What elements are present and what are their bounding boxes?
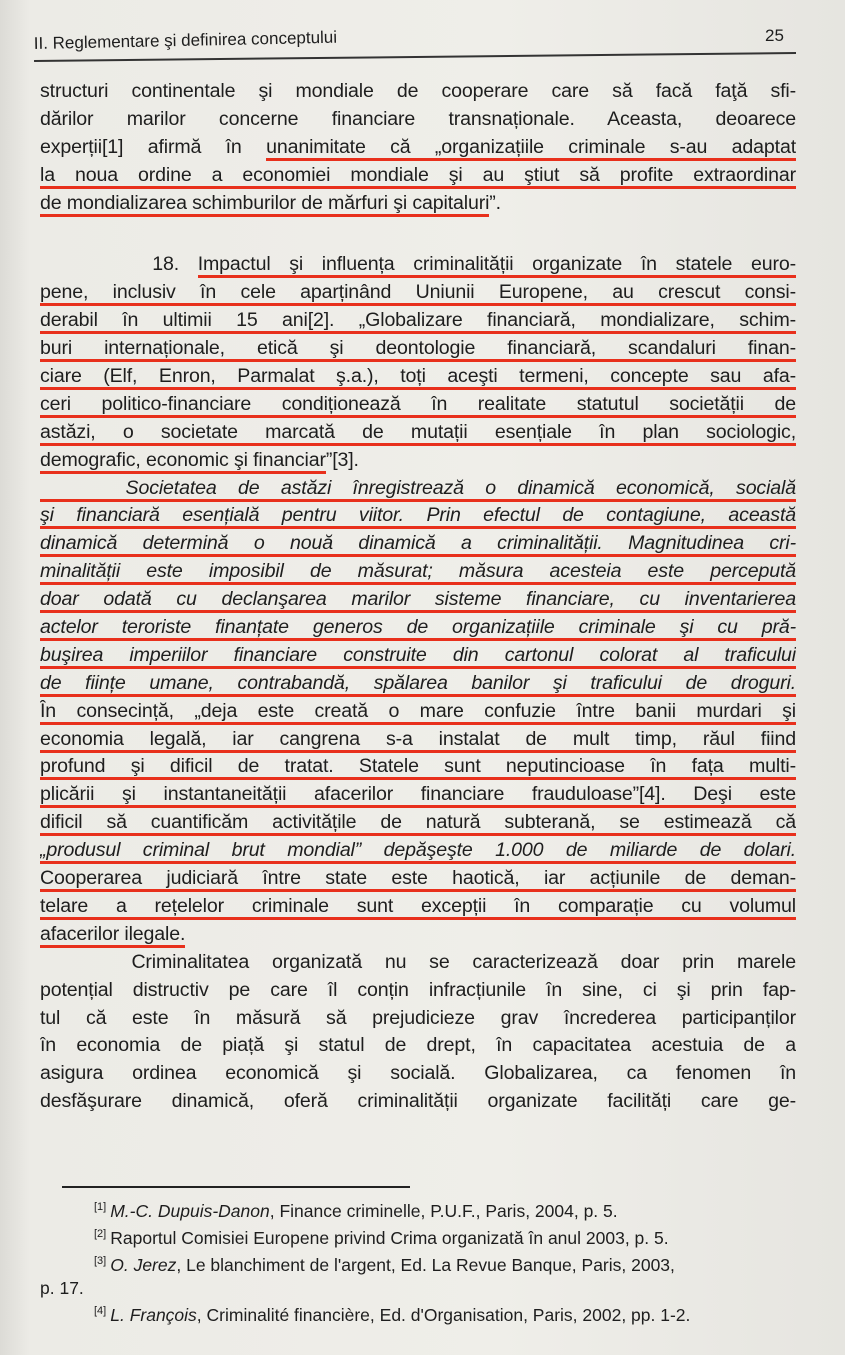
underlined-text: şi financiară esențială pentru viitor. Prin efectul de contagiune, această [40,504,796,529]
paragraph-gap [40,217,796,251]
underlined-text: astăzi, o societate marcată de mutații esențiale în plan sociologic, [40,421,796,446]
text-line [40,502,796,530]
text-line [40,698,796,726]
text-line [40,419,796,447]
footnote-text: , Le blanchiment de l'argent, Ed. La Revue Banque, Paris, 2003, [176,1255,675,1275]
footnote-number: [1] [94,1201,107,1213]
underlined-text: ceri politico-financiare condiționează în realitate statutul societății de [40,393,796,418]
text-segment: în economia de piață şi statul de drept, în capacitatea acestuia de a [40,1034,796,1057]
text-line [40,134,796,162]
underlined-text: de ființe umane, contrabandă, spălarea banilor şi traficului de droguri. [40,672,796,697]
text-line [40,307,796,335]
footnote [40,1300,810,1327]
footnote-author: O. Jerez [110,1255,177,1275]
footnote [40,1277,810,1300]
underlined-text: minalității este imposibil de măsurat; măsura acesteia este percepută [40,560,796,585]
underlined-text: Societatea de astăzi înregistrează o dinamică economică, socială [40,477,796,502]
text-line [40,1088,796,1116]
underlined-text: buri internaționale, etică şi deontologie financiară, scandaluri finan- [40,337,796,362]
underlined-text: unanimitate că „organizațiile criminale s-au adaptat [266,136,796,161]
text-line [40,363,796,391]
underlined-text: ciare (Elf, Enron, Parmalat ş.a.), toți aceşti termeni, concepte sau afa- [40,365,796,390]
body-text [40,78,796,1116]
text-line [40,475,796,503]
text-line [40,865,796,893]
text-line [40,809,796,837]
footnote-text: Raportul Comisiei Europene privind Crima organizată în anul 2003, p. 5. [110,1228,669,1248]
underlined-text: derabil în ultimii 15 ani[2]. „Globalizare financiară, mondializare, schim- [40,309,796,334]
underlined-text: dinamică determină o nouă dinamică a criminalității. Magnitudinea cri- [40,532,796,557]
text-line [40,977,796,1005]
footnote-separator [62,1186,410,1188]
footnote [40,1223,810,1250]
text-segment: potențial distructiv pe care îl conțin infracțiunile în sine, ci şi prin fap- [40,978,796,1001]
text-segment: desfăşurare dinamică, oferă criminalității organizate facilități care ge- [40,1090,796,1113]
text-line [40,753,796,781]
footnote-text: p. 17. [40,1278,84,1298]
text-line [40,106,796,134]
text-line [40,190,796,218]
underlined-text: demografic, economic şi financiar [40,449,326,474]
underlined-text: Cooperarea judiciară între state este haotică, iar acțiunile de deman- [40,867,796,892]
text-line [40,837,796,865]
text-segment: 18. [40,253,198,276]
text-line [40,391,796,419]
underlined-text: profund şi dificil de tratat. Statele sunt neputincioase în fața multi- [40,755,796,780]
text-segment: ”. [489,191,501,214]
underlined-text: În consecință, „deja este creată o mare confuzie între banii murdari şi [40,700,796,725]
text-line [40,949,796,977]
underlined-text: de mondializarea schimburilor de mărfuri şi capitaluri [40,192,489,217]
text-line [40,1060,796,1088]
text-line [40,558,796,586]
text-line [40,1032,796,1060]
underlined-text: la noua ordine a economiei mondiale şi au ştiut să profite extraordinar [40,164,796,189]
text-segment: structuri continentale şi mondiale de cooperare care să facă faţă sfi- [40,80,796,102]
underlined-text: doar odată cu declanşarea marilor sisteme financiare, cu inventarierea [40,588,796,613]
underlined-text: buşirea imperiilor financiare construite din cartonul colorat al traficului [40,644,796,669]
text-line [40,921,796,949]
running-header-title: II. Reglementare şi definirea conceptului [33,27,338,54]
text-segment: asigura ordinea economică şi socială. Globalizarea, ca fenomen în [40,1062,796,1085]
footnotes [40,1196,810,1327]
underlined-text: dificil să cuantificăm activitățile de natură subterană, se estimează că [40,811,796,836]
text-line [40,893,796,921]
text-line [40,251,796,279]
underlined-text: pene, inclusiv în cele aparținând Uniunii Europene, au crescut consi- [40,281,796,306]
footnote [40,1250,810,1277]
footnote-number: [3] [94,1255,107,1267]
footnote-text: , Finance criminelle, P.U.F., Paris, 2004, p. 5. [269,1201,618,1221]
underlined-text: economia legală, iar cangrena s-a instalat de mult timp, răul fiind [40,728,796,753]
text-line [40,530,796,558]
text-segment: Criminalitatea organizată nu se caracterizează doar prin marele [40,950,796,973]
text-line [40,1005,796,1033]
page-number: 25 [765,26,784,45]
text-line [40,78,796,106]
text-segment: tul că este în măsură să prejudicieze grav încrederea participanților [40,1006,796,1029]
text-segment: experții[1] afirmă în [40,135,267,158]
footnote-number: [4] [94,1305,107,1317]
underlined-text: plicării şi instantaneității afacerilor financiare frauduloase”[4]. Deşi este [40,783,796,808]
text-line [40,670,796,698]
header-rule [34,52,796,62]
text-segment: ”[3]. [325,448,359,471]
text-line [40,726,796,754]
footnote-text: , Criminalité financière, Ed. d'Organisation, Paris, 2002, pp. 1-2. [196,1305,691,1325]
text-line [40,781,796,809]
text-line [40,447,796,475]
underlined-text: afacerilor ilegale. [40,923,185,948]
footnote-author: M.-C. Dupuis-Danon [110,1201,270,1221]
text-line [40,586,796,614]
footnote [40,1196,810,1223]
text-line [40,642,796,670]
underlined-text: actelor teroriste finanțate generos de organizațiile criminale şi cu pră- [40,616,796,641]
text-line [40,335,796,363]
text-line [40,279,796,307]
footnote-author: L. François [110,1305,197,1325]
text-line [40,614,796,642]
footnote-number: [2] [94,1228,107,1240]
underlined-text: telare a rețelelor criminale sunt excepții în comparație cu volumul [40,895,796,920]
text-segment: dărilor marilor concerne financiare transnaționale. Aceasta, deoarece [40,107,796,130]
text-line [40,162,796,190]
underlined-text: „produsul criminal brut mondial” depăşeşte 1.000 de miliarde de dolari. [40,839,796,864]
underlined-text: Impactul şi influența criminalității organizate în statele euro- [198,253,796,278]
